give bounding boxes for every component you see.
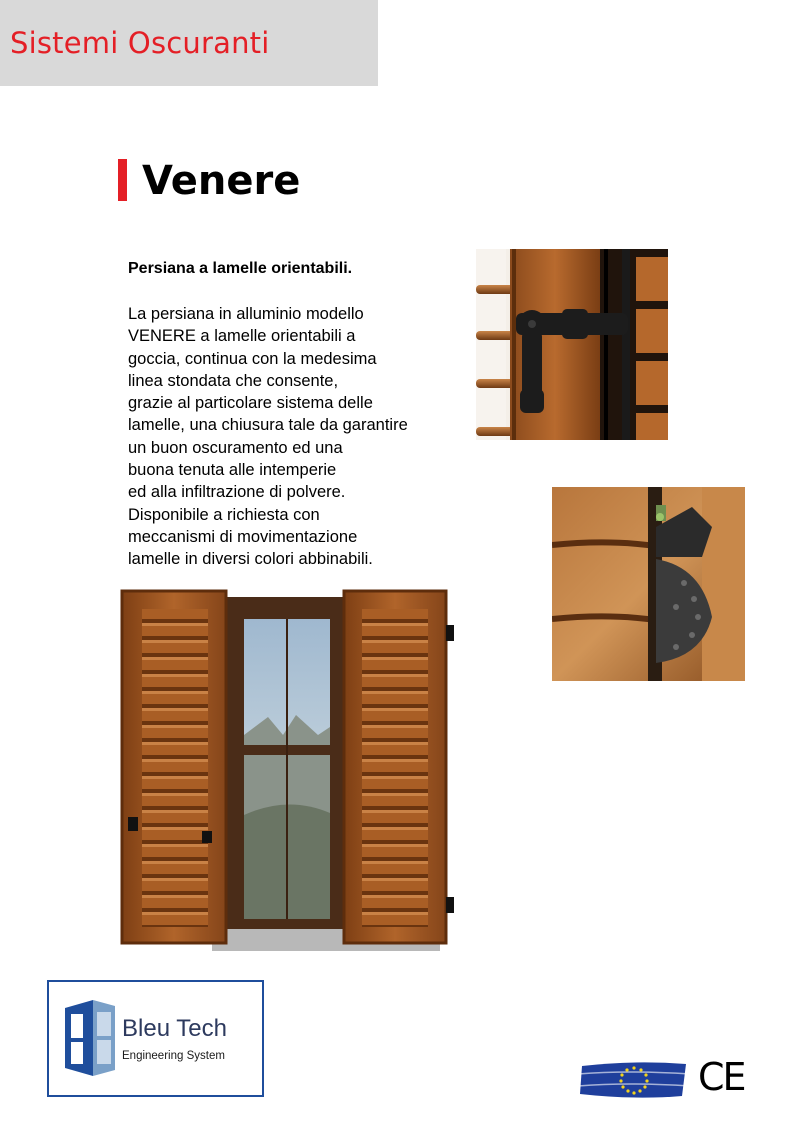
section-title: Sistemi Oscuranti (10, 26, 270, 60)
handle-closeup-photo (476, 249, 668, 440)
company-logo (47, 980, 264, 1097)
description-line: lamelle in diversi colori abbinabili. (128, 550, 373, 569)
logo-tagline: Engineering System (122, 1050, 225, 1062)
product-subtitle: Persiana a lamelle orientabili. (128, 260, 353, 277)
description-line: ed alla infiltrazione di polvere. (128, 483, 346, 502)
mechanism-closeup-photo (552, 487, 745, 681)
logo-name: Bleu Tech (122, 1015, 227, 1042)
eu-flag-icon (578, 1060, 690, 1100)
description-line: un buon oscuramento ed una (128, 438, 343, 457)
description-line: lamelle, una chiusura tale da garantire (128, 416, 408, 435)
description-line: VENERE a lamelle orientabili a (128, 327, 356, 346)
product-description (128, 303, 458, 571)
description-line: grazie al particolare sistema delle (128, 394, 373, 413)
description-line: Disponibile a richiesta con (128, 505, 320, 524)
description-line: goccia, continua con la medesima (128, 349, 377, 368)
description-line: meccanismi di movimentazione (128, 527, 358, 546)
description-line: linea stondata che consente, (128, 371, 339, 390)
ce-mark: CE (698, 1055, 745, 1099)
window-logo-icon (63, 998, 118, 1078)
page-title: Venere (142, 158, 301, 204)
description-line: La persiana in alluminio modello (128, 305, 364, 323)
title-accent-bar (118, 159, 127, 201)
description-line: buona tenuta alle intemperie (128, 461, 337, 480)
window-shutter-photo (118, 585, 466, 955)
